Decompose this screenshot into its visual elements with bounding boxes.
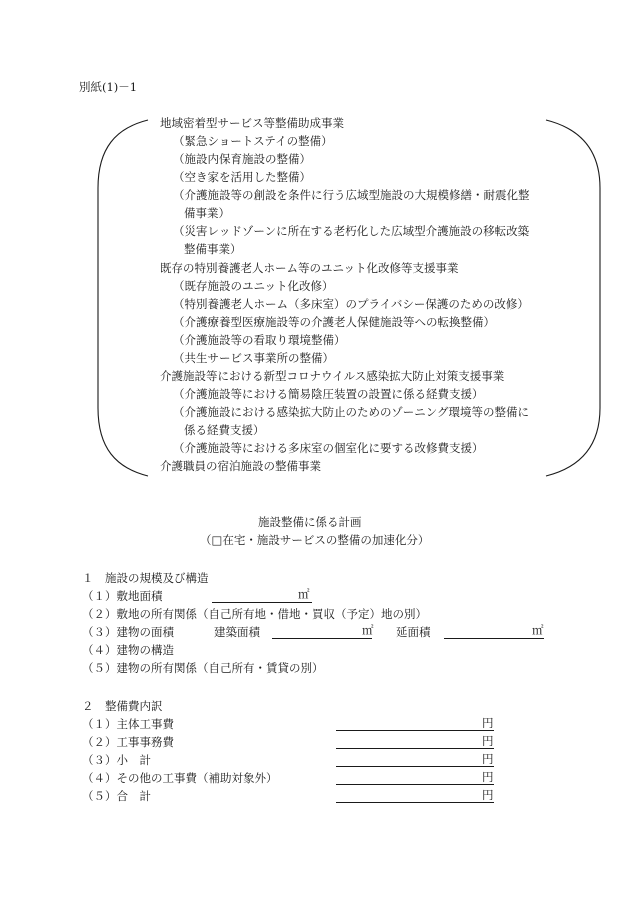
bracket-item: 整備事業）: [184, 242, 242, 256]
bracket-item: （介護施設における感染拡大防止のためのゾーニング環境等の整備に: [173, 405, 530, 419]
cost-item-unit: 円: [482, 752, 494, 766]
cost-item-label: （５）合 計: [82, 789, 151, 803]
floor-area-field[interactable]: [444, 638, 544, 639]
bracket-item: 介護職員の宿泊施設の整備事業: [160, 459, 321, 473]
plan-subtitle: （□在宅・施設サービスの整備の加速化分）: [200, 533, 430, 547]
floor-area-label: 延面積: [396, 625, 431, 639]
section1-heading: １ 施設の規模及び構造: [82, 571, 209, 585]
bracket-item: 介護施設等における新型コロナウイルス感染拡大防止対策支援事業: [160, 369, 505, 383]
bracket-item: （施設内保育施設の整備）: [173, 152, 311, 166]
bracket-item: 既存の特別養護老人ホーム等のユニット化改修等支援事業: [160, 261, 459, 275]
right-bracket: [546, 120, 600, 476]
plan-title: 施設整備に係る計画: [258, 515, 362, 529]
building-ownership-label: （５）建物の所有関係（自己所有・賃貸の別）: [82, 661, 324, 675]
bracket-item: （介護施設等における簡易陰圧装置の設置に係る経費支援）: [173, 387, 484, 401]
cost-item-unit: 円: [482, 788, 494, 802]
bracket-item: （介護療養型医療施設等の介護老人保健施設等への転換整備）: [173, 315, 495, 329]
cost-item-unit: 円: [482, 734, 494, 748]
cost-item-unit: 円: [482, 716, 494, 730]
bracket-item: （特別養護老人ホーム（多床室）のプライバシー保護のための改修）: [173, 297, 529, 311]
building-footprint-field[interactable]: [272, 638, 372, 639]
cost-item-field[interactable]: [336, 748, 494, 749]
cost-item-label: （２）工事事務費: [82, 735, 174, 749]
cost-item-field[interactable]: [336, 730, 494, 731]
cost-item-field[interactable]: [336, 802, 494, 803]
site-area-field[interactable]: [212, 602, 312, 603]
site-area-unit: ㎡: [298, 587, 310, 601]
left-bracket: [98, 120, 148, 476]
section2-heading: ２ 整備費内訳: [82, 699, 163, 713]
site-area-label: （１）敷地面積: [82, 589, 163, 603]
bracket-item: （介護施設等の看取り環境整備）: [173, 333, 346, 347]
bracket-item: （災害レッドゾーンに所在する老朽化した広域型介護施設の移転改築: [173, 224, 530, 238]
floor-area-unit: ㎡: [532, 623, 544, 637]
bracket-item: （介護施設等における多床室の個室化に要する改修費支援）: [173, 441, 484, 455]
cost-item-unit: 円: [482, 770, 494, 784]
building-footprint-label: 建築面積: [214, 625, 260, 639]
site-ownership-label: （２）敷地の所有関係（自己所有地・借地・買収（予定）地の別）: [82, 607, 427, 621]
document-label: 別紙(1)－1: [79, 80, 138, 94]
bracket-item: 地域密着型サービス等整備助成事業: [160, 116, 344, 130]
cost-item-label: （３）小 計: [82, 753, 151, 767]
bracket-item: （共生サービス事業所の整備）: [173, 351, 334, 365]
bracket-item: 係る経費支援）: [184, 423, 265, 437]
bracket-item: （既存施設のユニット化改修）: [173, 279, 334, 293]
bracket-item: （介護施設等の創設を条件に行う広域型施設の大規模修繕・耐震化整: [173, 188, 530, 202]
bracket-item: （緊急ショートステイの整備）: [173, 134, 333, 148]
cost-item-label: （１）主体工事費: [82, 717, 174, 731]
cost-item-field[interactable]: [336, 784, 494, 785]
cost-item-field[interactable]: [336, 766, 494, 767]
bracket-item: （空き家を活用した整備）: [173, 170, 311, 184]
cost-item-label: （４）その他の工事費（補助対象外）: [82, 771, 278, 785]
building-structure-label: （４）建物の構造: [82, 643, 174, 657]
building-footprint-unit: ㎡: [362, 623, 374, 637]
building-area-label: （３）建物の面積: [82, 625, 174, 639]
bracket-item: 備事業）: [184, 206, 230, 220]
